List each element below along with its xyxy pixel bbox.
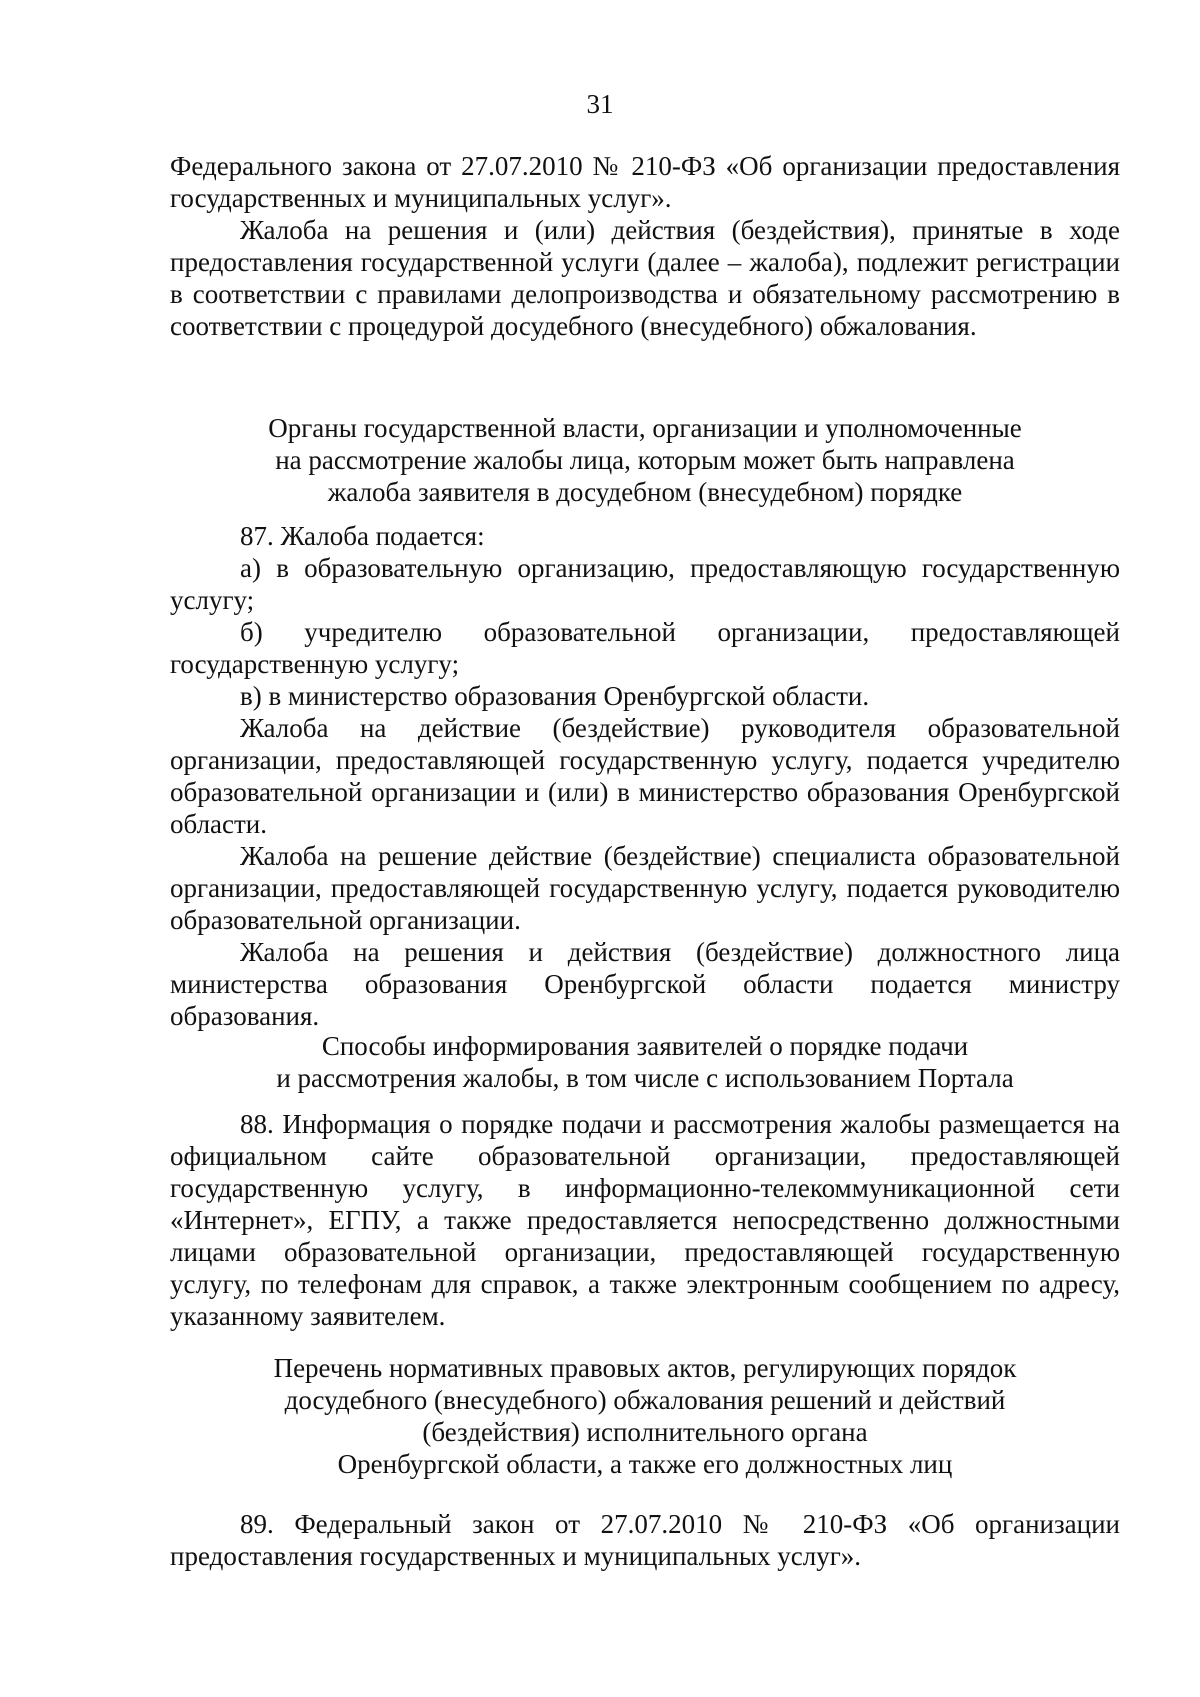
- heading-line: Способы информирования заявителей о порядке подачи: [321, 1031, 969, 1061]
- section-heading-legal-acts: [170, 1352, 1120, 1480]
- paragraph-complaint-specialist: Жалоба на решение действие (бездействие) специалиста образовательной организации, предоставляющей государственную услугу, подается руководителю образовательной организации.: [170, 841, 1120, 935]
- paragraph-89: 89. Федеральный закон от 27.07.2010 № 210-ФЗ «Об организации предоставления государственных и муниципальных услуг».: [170, 1509, 1120, 1571]
- paragraph-88: 88. Информация о порядке подачи и рассмотрения жалобы размещается на официальном сайте образовательной организации, предоставляющей государственную услугу, в информационно-телекоммуникационной сети «Интернет», ЕГПУ, а также предоставляется непосредственно должностными лицами образовательной организации, предоставляющей государственную услугу, по телефонам для справок, а также электронным сообщением по адресу, указанному заявителем.: [170, 1109, 1120, 1331]
- heading-line: (бездействия) исполнительного органа: [422, 1417, 868, 1447]
- section-heading-authorities: [170, 412, 1120, 508]
- heading-line: досудебного (внесудебного) обжалования решений и действий: [284, 1385, 1006, 1415]
- heading-line: Органы государственной власти, организации и уполномоченные: [268, 413, 1022, 443]
- heading-line: и рассмотрения жалобы, в том числе с использованием Портала: [276, 1063, 1014, 1093]
- paragraph-law-reference: Федерального закона от 27.07.2010 № 210-ФЗ «Об организации предоставления государственных и муниципальных услуг».: [170, 151, 1120, 213]
- heading-line: жалоба заявителя в досудебном (внесудебном) порядке: [327, 477, 963, 507]
- section-heading-informing: [170, 1030, 1120, 1094]
- paragraph-complaint-head: Жалоба на действие (бездействие) руководителя образовательной организации, предоставляющей государственную услугу, подается учредителю образовательной организации и (или) в министерство образования Оренбургской области.: [170, 713, 1120, 839]
- heading-line: Оренбургской области, а также его должностных лиц: [337, 1449, 953, 1479]
- paragraph-block-89: [170, 1508, 1120, 1572]
- page-number: 31: [586, 89, 614, 119]
- heading-line: на рассмотрение жалобы лица, которым может быть направлена: [275, 445, 1015, 475]
- paragraph-87-title: 87. Жалоба подается:: [240, 521, 485, 551]
- paragraph-87-c: в) в министерство образования Оренбургской области.: [240, 681, 870, 711]
- paragraph-complaint-ministry: Жалоба на решения и действия (бездействие) должностного лица министерства образования Оренбургской области подается министру образования.: [170, 937, 1120, 1031]
- paragraph-block-intro: [170, 150, 1120, 342]
- paragraph-87-a: а) в образовательную организацию, предоставляющую государственную услугу;: [170, 553, 1120, 615]
- paragraph-87-b: б) учредителю образовательной организации, предоставляющей государственную услугу;: [170, 617, 1120, 679]
- paragraph-block-88: [170, 1108, 1120, 1332]
- heading-line: Перечень нормативных правовых актов, регулирующих порядок: [273, 1353, 1017, 1383]
- paragraph-complaint-registration: Жалоба на решения и (или) действия (бездействия), принятые в ходе предоставления государственной услуги (далее – жалоба), подлежит регистрации в соответствии с правилами делопроизводства и обязательному рассмотрению в соответствии с процедурой досудебного (внесудебного) обжалования.: [170, 215, 1120, 341]
- paragraph-block-87: [170, 520, 1120, 1032]
